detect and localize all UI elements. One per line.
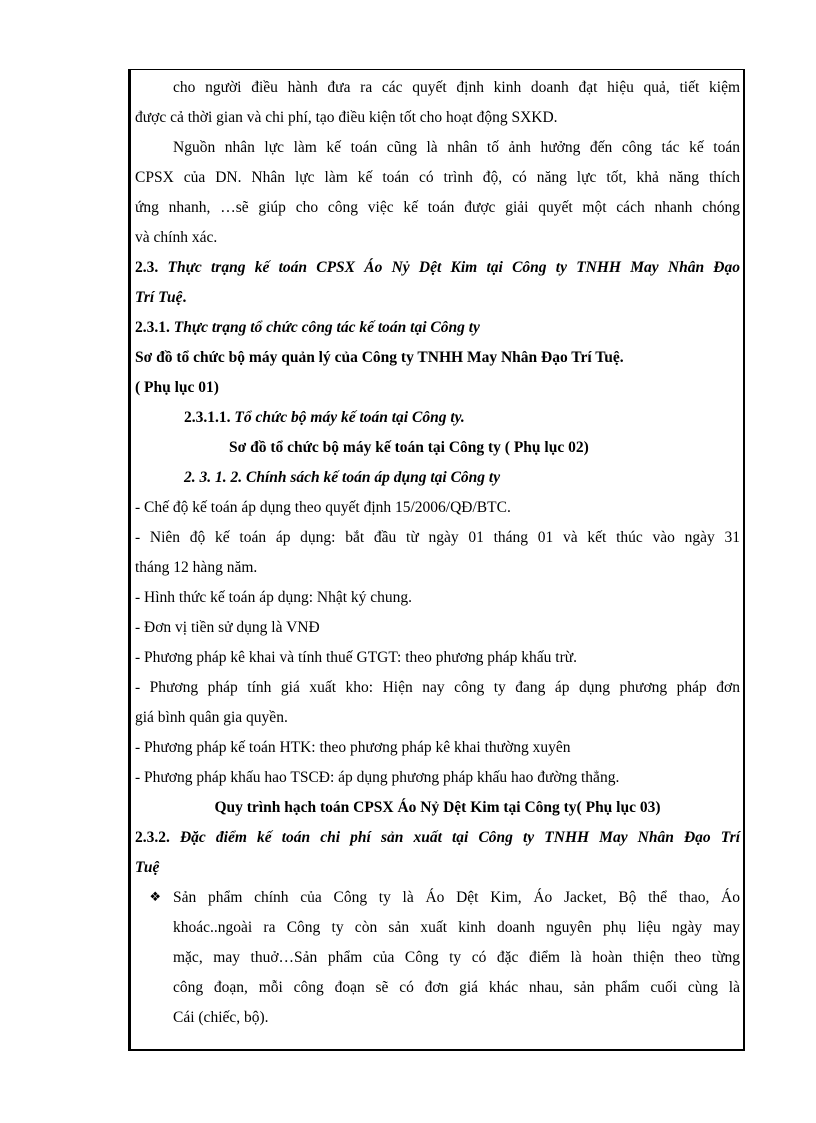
section-heading-2-3-1-1 [135,403,740,433]
paragraph-line: ứng nhanh, …sẽ giúp cho công việc kế toán được giải quyết một cách nhanh chóng [135,199,740,216]
bullet-line: khoác..ngoài ra Công ty còn sản xuất kinh doanh nguyên phụ liệu ngày may [173,919,740,936]
policy-item: - Phương pháp kê khai và tính thuế GTGT: theo phương pháp khấu trừ. [135,649,578,666]
section-title: Thực trạng tổ chức công tác kế toán tại Công ty [173,319,480,336]
section-number: 2. 3. 1. 2. [184,469,243,486]
paragraph-line: cho người điều hành đưa ra các quyết định kinh doanh đạt hiệu quả, tiết kiệm [173,79,740,96]
section-title: Trí Tuệ [135,289,183,306]
section-title-dot: . [182,289,187,306]
policy-item: - Phương pháp tính giá xuất kho: Hiện nay công ty đang áp dụng phương pháp đơn [135,679,740,696]
section-title: Chính sách kế toán áp dụng tại Công ty [246,469,501,486]
policy-item: - Chế độ kế toán áp dụng theo quyết định 15/2006/QĐ/BTC. [135,499,511,516]
section-number: 2.3. [135,259,159,276]
bullet-line: mặc, may thuở…Sản phẩm của Công ty có đặc điểm là hoàn thiện theo từng [173,949,740,966]
section-title: Đặc điểm kế toán chi phí sản xuất tại Công ty TNHH May Nhân Đạo Trí [179,829,740,846]
policy-item: - Phương pháp kế toán HTK: theo phương pháp kê khai thường xuyên [135,739,571,756]
paragraph-line: và chính xác. [135,229,218,246]
section-number: 2.3.2. [135,829,170,846]
policy-item-cont: tháng 12 hàng năm. [135,559,258,576]
diagram-caption: Sơ đồ tổ chức bộ máy kế toán tại Công ty ( Phụ lục 02) [229,439,589,456]
bullet-text [173,883,740,1033]
paragraph-line: Nguồn nhân lực làm kế toán cũng là nhân tố ảnh hưởng đến công tác kế toán [173,139,740,156]
section-number: 2.3.1. [135,319,170,336]
section-heading-2-3-cont [135,283,740,313]
policy-item: - Hình thức kế toán áp dụng: Nhật ký chung. [135,589,413,606]
section-heading-2-3-2-cont: Tuệ [135,859,160,876]
section-heading-2-3-1 [135,313,740,343]
section-heading-2-3-2 [135,823,740,853]
section-heading-2-3-1-2 [135,463,740,493]
document-body [135,73,740,1033]
section-title: Thực trạng kế toán CPSX Áo Nỷ Dệt Kim tại Công ty TNHH May Nhân Đạo [167,259,740,276]
policy-item: - Phương pháp khấu hao TSCĐ: áp dụng phương pháp khấu hao đường thẳng. [135,769,620,786]
policy-item-cont: giá bình quân gia quyền. [135,709,288,726]
diagram-caption: Sơ đồ tổ chức bộ máy quản lý của Công ty TNHH May Nhân Đạo Trí Tuệ. [135,349,624,366]
process-caption: Quy trình hạch toán CPSX Áo Nỷ Dệt Kim tại Công ty( Phụ lục 03) [214,799,661,816]
diamond-bullet-icon: ❖ [149,890,161,905]
bullet-line: Sản phẩm chính của Công ty là Áo Dệt Kim, Áo Jacket, Bộ thể thao, Áo [173,889,740,906]
appendix-ref: ( Phụ lục 01) [135,379,219,396]
section-title: Tổ chức bộ máy kế toán tại Công ty. [234,409,465,426]
bullet-item [135,883,740,1033]
section-heading-2-3 [135,253,740,283]
paragraph-line: được cả thời gian và chi phí, tạo điều kiện tốt cho hoạt động SXKD. [135,109,558,126]
policy-item: - Đơn vị tiền sử dụng là VNĐ [135,619,320,636]
policy-item: - Niên độ kế toán áp dụng: bắt đầu từ ngày 01 tháng 01 và kết thúc vào ngày 31 [135,529,740,546]
bullet-line: Cái (chiếc, bộ). [173,1009,269,1026]
section-number: 2.3.1.1. [184,409,231,426]
paragraph-line: CPSX của DN. Nhân lực làm kế toán có trình độ, có năng lực tốt, khả năng thích [135,169,740,186]
bullet-line: công đoạn, mỗi công đoạn sẽ có đơn giá khác nhau, sản phẩm cuối cùng là [173,979,740,996]
